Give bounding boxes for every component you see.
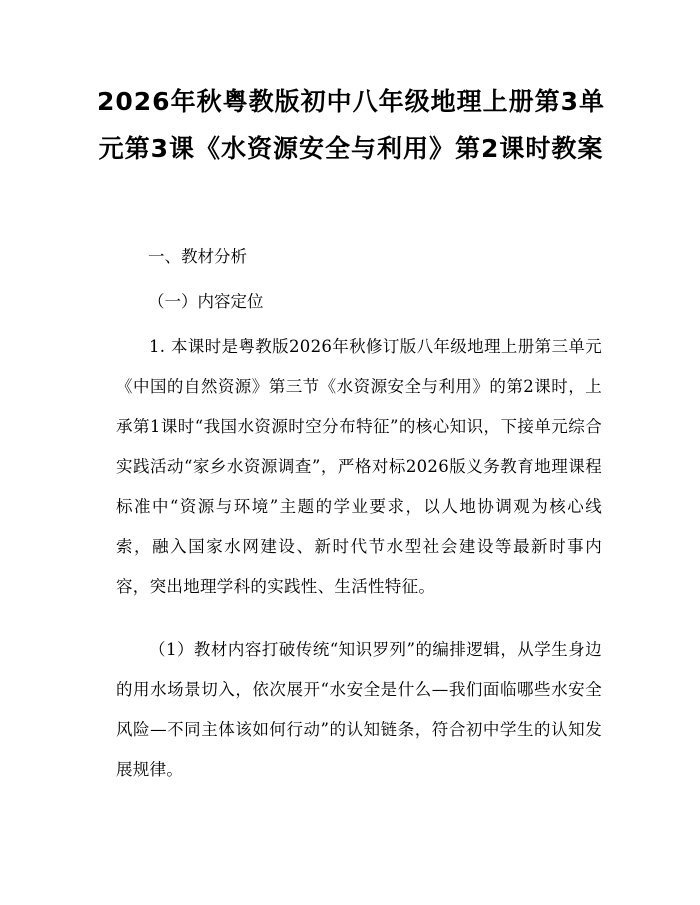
paragraph-lesson-positioning: 1. 本课时是粤教版2026年秋修订版八年级地理上册第三单元《中国的自然资源》第三节《水资源安全与利用》的第2课时，上承第1课时“我国水资源时空分布特征”的核心知识，下接单元综合实践活动“家乡水资源调查”，严格对标2026版义务教育地理课程标准中“资源与环境”主题的学业要求，以人地协调观为核心线索，融入国家水网建设、新时代节水型社会建设等最新时事内容，突出地理学科的实践性、生活性特征。 [116, 337, 602, 596]
paragraph-content-logic: （1）教材内容打破传统“知识罗列”的编排逻辑，从学生身边的用水场景切入，依次展开“水安全是什么—我们面临哪些水安全风险—不同主体该如何行动”的认知链条，符合初中学生的认知发展规律。 [116, 640, 602, 779]
document-title: 2026年秋粤教版初中八年级地理上册第3单元第3课《水资源安全与利用》第2课时教案 [97, 87, 605, 163]
subsection-heading-content-positioning: （一）内容定位 [148, 292, 264, 311]
section-heading-teaching-material-analysis: 一、教材分析 [148, 247, 247, 266]
